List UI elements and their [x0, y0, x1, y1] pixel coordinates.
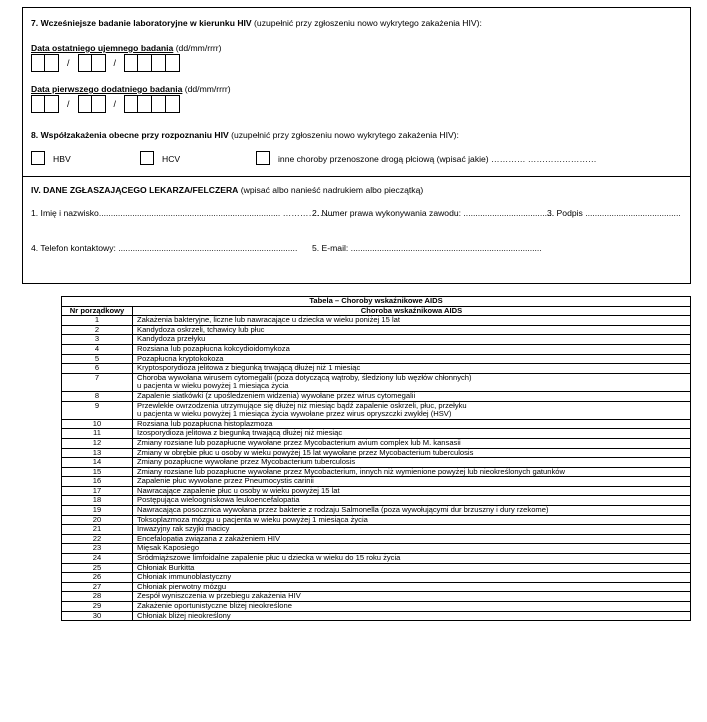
- aids-indicator-table: [61, 296, 691, 621]
- digit-cell[interactable]: [138, 95, 152, 113]
- row-number: 25: [62, 563, 133, 573]
- disease-name: Kandydoza oskrzeli, tchawicy lub płuc: [133, 325, 691, 335]
- row-number: 10: [62, 419, 133, 429]
- table-row: [62, 316, 691, 326]
- disease-name: Mięsak Kaposiego: [133, 544, 691, 554]
- digit-cell[interactable]: [45, 54, 59, 72]
- disease-name: Chłoniak bliżej nieokreślony: [133, 611, 691, 621]
- last-negative-date-field: [31, 53, 180, 73]
- disease-name: Zapalenie płuc wywołane przez Pneumocystis carinii: [133, 477, 691, 487]
- column-header-disease: Choroba wskaźnikowa AIDS: [133, 306, 691, 316]
- day-cells: [31, 54, 59, 72]
- disease-name: Chłoniak immunoblastyczny: [133, 573, 691, 583]
- month-cells: [78, 95, 106, 113]
- row-number: 4: [62, 344, 133, 354]
- table-row: [62, 391, 691, 401]
- first-positive-date-label: Data pierwszego dodatniego badania: [31, 84, 183, 94]
- disease-name: Kandydoza przełyku: [133, 335, 691, 345]
- row-number: 11: [62, 429, 133, 439]
- table-row: [62, 506, 691, 516]
- digit-cell[interactable]: [78, 54, 92, 72]
- row-number: 14: [62, 458, 133, 468]
- table-body: [62, 316, 691, 621]
- row-number: 8: [62, 391, 133, 401]
- disease-name: Nawracająca posocznica wywołana przez bakterie z rodzaju Salmonella (poza wywołującymi dur brzuszny i dury rzekome): [133, 506, 691, 516]
- digit-cell[interactable]: [138, 54, 152, 72]
- table-row: [62, 401, 691, 419]
- first-positive-date-field: [31, 94, 180, 114]
- row-number: 26: [62, 573, 133, 583]
- year-cells: [124, 95, 180, 113]
- last-negative-date-label-row: [31, 43, 222, 53]
- row-number: 28: [62, 592, 133, 602]
- digit-cell[interactable]: [31, 54, 45, 72]
- row-number: 20: [62, 515, 133, 525]
- table-row: [62, 525, 691, 535]
- digit-cell[interactable]: [124, 95, 138, 113]
- disease-name: Postępująca wieloogniskowa leukoencefalopatia: [133, 496, 691, 506]
- table-row: [62, 373, 691, 391]
- date-separator: /: [67, 99, 70, 109]
- date-separator: /: [67, 58, 70, 68]
- hcv-checkbox[interactable]: [140, 151, 154, 165]
- disease-name: Kryptosporydioza jelitowa z biegunką trwającą dłużej niż 1 miesiąc: [133, 364, 691, 374]
- table-row: [62, 554, 691, 564]
- row-number: 18: [62, 496, 133, 506]
- license-number-field[interactable]: 2. Numer prawa wykonywania zawodu: ......................................: [312, 208, 555, 218]
- digit-cell[interactable]: [166, 95, 180, 113]
- row-number: 2: [62, 325, 133, 335]
- other-std-checkbox[interactable]: [256, 151, 270, 165]
- row-number: 29: [62, 602, 133, 612]
- section-7-title: Wcześniejsze badanie laboratoryjne w kierunku HIV: [40, 18, 252, 28]
- hbv-checkbox[interactable]: [31, 151, 45, 165]
- table-row: [62, 602, 691, 612]
- disease-name: Zmiany rozsiane lub pozapłucne wywołane przez Mycobacterium avium complex lub M. kansasii: [133, 438, 691, 448]
- first-positive-date-label-row: [31, 84, 231, 94]
- disease-name: Toksoplazmoza mózgu u pacjenta w wieku powyżej 1 miesiąca życia: [133, 515, 691, 525]
- date-separator: /: [113, 99, 117, 109]
- digit-cell[interactable]: [124, 54, 138, 72]
- digit-cell[interactable]: [152, 95, 166, 113]
- disease-name: Rozsiana lub pozapłucna histoplazmoza: [133, 419, 691, 429]
- disease-name: Encefalopatia związana z zakażeniem HIV: [133, 534, 691, 544]
- row-number: 16: [62, 477, 133, 487]
- disease-name: Zespół wyniszczenia w przebiegu zakażenia HIV: [133, 592, 691, 602]
- row-number: 3: [62, 335, 133, 345]
- row-number: 7: [62, 373, 133, 391]
- row-number: 15: [62, 467, 133, 477]
- disease-name: Inwazyjny rak szyjki macicy: [133, 525, 691, 535]
- table-row: [62, 611, 691, 621]
- section-8-heading: [31, 130, 459, 140]
- row-number: 22: [62, 534, 133, 544]
- section-8-title: Współzakażenia obecne przy rozpoznaniu HIV: [40, 130, 229, 140]
- month-cells: [78, 54, 106, 72]
- date-separator: /: [113, 58, 117, 68]
- year-cells: [124, 54, 180, 72]
- section-7-heading: [31, 18, 482, 28]
- section-divider: [23, 176, 690, 177]
- reporting-form-box: [22, 7, 691, 284]
- row-number: 30: [62, 611, 133, 621]
- section-7-note: (uzupełnić przy zgłoszeniu nowo wykrytego zakażenia HIV):: [254, 18, 482, 28]
- digit-cell[interactable]: [45, 95, 59, 113]
- table-caption: Tabela – Choroby wskaźnikowe AIDS: [62, 297, 691, 307]
- row-number: 13: [62, 448, 133, 458]
- disease-name: Izosporydioza jelitowa z biegunką trwającą dłużej niż miesiąc: [133, 429, 691, 439]
- row-number: 9: [62, 401, 133, 419]
- section-iv-title: IV. DANE ZGŁASZAJĄCEGO LEKARZA/FELCZERA: [31, 185, 239, 195]
- row-number: 5: [62, 354, 133, 364]
- row-number: 23: [62, 544, 133, 554]
- digit-cell[interactable]: [152, 54, 166, 72]
- section-8-note: (uzupełnić przy zgłoszeniu nowo wykrytego zakażenia HIV):: [231, 130, 459, 140]
- disease-name: Zakażenie oportunistyczne bliżej nieokreślone: [133, 602, 691, 612]
- other-std-label: inne choroby przenoszone drogą płciową (wpisać jakie) ………… ……………………: [278, 154, 597, 164]
- digit-cell[interactable]: [31, 95, 45, 113]
- disease-name: Śródmiąższowe limfoidalne zapalenie płuc u dziecka w wieku do 15 roku życia: [133, 554, 691, 564]
- phone-field[interactable]: 4. Telefon kontaktowy: ...........................................................................: [31, 243, 298, 253]
- disease-name: Przewlekłe owrzodzenia utrzymujące się dłużej niż miesiąc bądź zapalenie oskrzeli, płuc, przełyku u pacjenta w wieku powyżej 1 miesiąca życia wywołane przez wirus opryszczki zwykłej (HSV): [133, 401, 691, 419]
- disease-name: Rozsiana lub pozapłucna kokcydioidomykoza: [133, 344, 691, 354]
- section-7-number: 7.: [31, 18, 39, 28]
- table-row: [62, 344, 691, 354]
- disease-name: Chłoniak Burkitta: [133, 563, 691, 573]
- row-number: 17: [62, 486, 133, 496]
- disease-name: Zapalenie siatkówki (z upośledzeniem widzenia) wywołane przez wirus cytomegalii: [133, 391, 691, 401]
- table-row: [62, 573, 691, 583]
- date-format-hint: (dd/mm/rrrr): [184, 84, 231, 94]
- disease-name: Chłoniak pierwotny mózgu: [133, 582, 691, 592]
- disease-name: Choroba wywołana wirusem cytomegalii (poza dotyczącą wątroby, śledziony lub węzłów chłonnych) u pacjenta w wieku powyżej 1 miesiąca życia: [133, 373, 691, 391]
- disease-name: Pozapłucna kryptokokoza: [133, 354, 691, 364]
- disease-name: Zakażenia bakteryjne, liczne lub nawracające u dziecka w wieku poniżej 15 lat: [133, 316, 691, 326]
- section-iv-heading: [31, 185, 423, 195]
- section-iv-note: (wpisać albo nanieść nadrukiem albo pieczątką): [240, 185, 424, 195]
- email-field[interactable]: 5. E-mail: ................................................................................: [312, 243, 542, 253]
- table-row: [62, 477, 691, 487]
- row-number: 19: [62, 506, 133, 516]
- date-format-hint: (dd/mm/rrrr): [175, 43, 222, 53]
- signature-field[interactable]: 3. Podpis ........................................: [547, 208, 681, 218]
- name-field[interactable]: 1. Imię i nazwisko............................................................................ ………………: [31, 208, 335, 218]
- row-number: 6: [62, 364, 133, 374]
- hcv-label: HCV: [162, 154, 181, 164]
- disease-name: Zmiany rozsiane lub pozapłucne wywołane przez Mycobacterium, innych niż wymienione powyżej lub nieokreślonych gatunków: [133, 467, 691, 477]
- digit-cell[interactable]: [92, 54, 106, 72]
- row-number: 27: [62, 582, 133, 592]
- row-number: 24: [62, 554, 133, 564]
- day-cells: [31, 95, 59, 113]
- last-negative-date-label: Data ostatniego ujemnego badania: [31, 43, 174, 53]
- row-number: 21: [62, 525, 133, 535]
- row-number: 12: [62, 438, 133, 448]
- column-header-nr: Nr porządkowy: [62, 306, 133, 316]
- disease-name: Nawracające zapalenie płuc u osoby w wieku powyżej 15 lat: [133, 486, 691, 496]
- digit-cell[interactable]: [166, 54, 180, 72]
- table-row: [62, 458, 691, 468]
- table-row: [62, 364, 691, 374]
- disease-name: Zmiany w obrębie płuc u osoby w wieku powyżej 15 lat wywołane przez Mycobacterium tuberculosis: [133, 448, 691, 458]
- disease-name: Zmiany pozapłucne wywołane przez Mycobacterium tuberculosis: [133, 458, 691, 468]
- section-8-number: 8.: [31, 130, 39, 140]
- hbv-label: HBV: [53, 154, 71, 164]
- row-number: 1: [62, 316, 133, 326]
- digit-cell[interactable]: [78, 95, 92, 113]
- table-row: [62, 429, 691, 439]
- table-row: [62, 438, 691, 448]
- digit-cell[interactable]: [92, 95, 106, 113]
